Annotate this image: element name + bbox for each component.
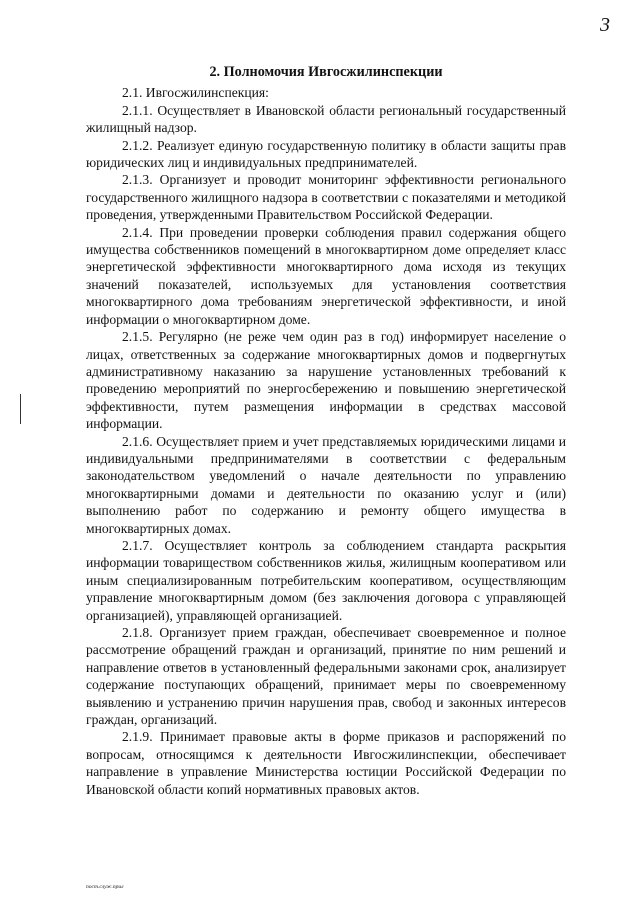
margin-mark [20,394,21,424]
section-title: 2. Полномочия Ивгосжилинспекции [209,64,443,80]
clause-2-1-3: 2.1.3. Организует и проводит мониторинг эффективности регионального государственного жилищного надзора в соответствии с показателями и методикой проведения, утвержденными Правительством Российской Федерации. [86,172,566,223]
clause-2-1-5: 2.1.5. Регулярно (не реже чем один раз в год) информирует население о лицах, ответственных за содержание многоквартирных домов и подвергнутых административному наказанию за нарушение установленных требований к проведению мероприятий по энергосбережению и повышению энергетической эффективности, путем размещения информации в средствах массовой информации. [86,329,566,432]
document-body [86,64,566,798]
clause-2-1-2: 2.1.2. Реализует единую государственную политику в области защиты прав юридических лиц и индивидуальных предпринимателей. [86,137,566,171]
clause-2-1-8: 2.1.8. Организует прием граждан, обеспечивает своевременное и полное рассмотрение обращений граждан и организаций, принятие по ним решений и направление ответов в установленный федеральными законами срок, анализирует содержание поступающих обращений, принимает меры по своевременному выявлению и устранению причин нарушения прав, свобод и законных интересов граждан, организаций. [86,625,566,728]
clause-2-1-4: 2.1.4. При проведении проверки соблюдения правил содержания общего имущества собственников помещений в многоквартирном доме определяет класс энергетической эффективности многоквартирного дома исходя из текущих значений показателей, используемых для установления соответствия многоквартирного дома требованиям энергетической эффективности, и иной информации о многоквартирном доме. [86,224,566,327]
page-number: 3 [600,14,610,36]
footer-code: пост.служ.прил [86,884,124,890]
clause-2-1-1: 2.1.1. Осуществляет в Ивановской области региональный государственный жилищный надзор. [86,102,566,136]
clause-2-1-6: 2.1.6. Осуществляет прием и учет представляемых юридическими лицами и индивидуальными предпринимателями в соответствии с федеральным законодательством уведомлений о начале деятельности по управлению многоквартирными домами и деятельности по оказанию услуг и (или) выполнению работ по содержанию и ремонту общего имущества в многоквартирных домах. [86,433,566,536]
clause-2-1-7: 2.1.7. Осуществляет контроль за соблюдением стандарта раскрытия информации товариществом собственников жилья, жилищным кооперативом или иным специализированным потребительским кооперативом, осуществляющим управление многоквартирным домом (без заключения договора с управляющей организацией), управляющей организацией. [86,537,566,623]
clause-2-1-9: 2.1.9. Принимает правовые акты в форме приказов и распоряжений по вопросам, относящимся к деятельности Ивгосжилинспекции, обеспечивает направление в управление Министерства юстиции Российской Федерации по Ивановской области копий нормативных правовых актов. [86,729,566,797]
intro-line: 2.1. Ивгосжилинспекция: [122,85,269,101]
